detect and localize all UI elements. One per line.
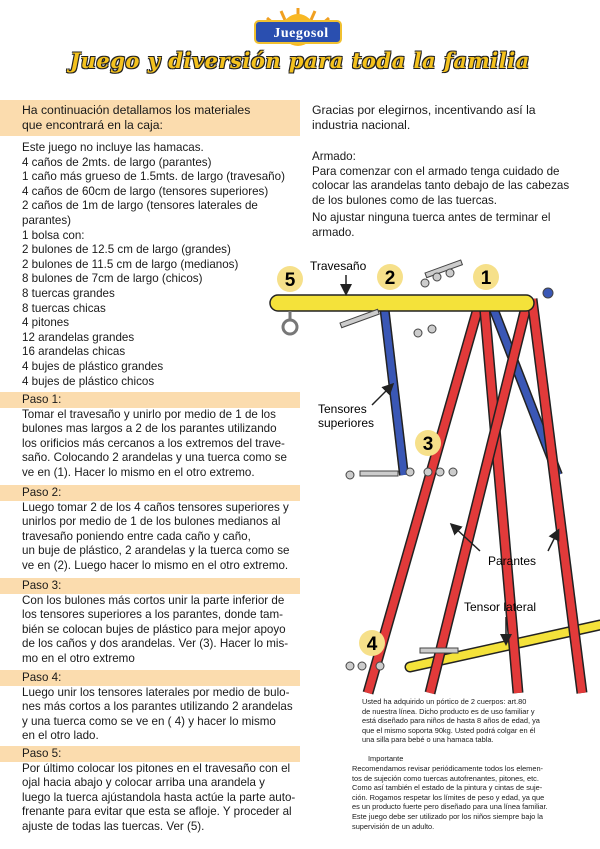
intro-header: Ha continuación detallamos los materiales que encontrará en la caja: bbox=[22, 103, 251, 132]
parantes-arrow-right bbox=[548, 531, 558, 551]
list-item: Este juego no incluye las hamacas. bbox=[22, 141, 204, 154]
svg-text:3: 3 bbox=[422, 434, 434, 455]
list-item: 2 bulones de 11.5 cm de largo (medianos) bbox=[22, 257, 239, 271]
step-3: Paso 3: Con los bulones más cortos unir la parte inferior de los tensores superiores a los parantes, donde tam- bién se colocan bujes de plástico para mejor apoyo de los caños y dos arandelas. Ver (3). Hacer lo mis- mo en el otro extremo bbox=[22, 579, 289, 665]
marker-4 bbox=[359, 630, 385, 656]
brand-name: Juegosol bbox=[273, 26, 329, 41]
marker-3 bbox=[415, 430, 441, 456]
step-4: Paso 4: Luego unir los tensores laterales por medio de bulo- nes más cortos a los parantes utilizando 2 arandelas y una tuerca como se ve en ( 4) y hacer lo mismo en el otro lado. bbox=[22, 671, 293, 743]
tensores-arrow bbox=[372, 385, 392, 405]
materials-list bbox=[22, 141, 285, 389]
list-item: 8 bulones de 7cm de largo (chicos) bbox=[22, 272, 203, 286]
assembly-diagram bbox=[284, 245, 600, 695]
slogan-text: Juego y diversión para toda la familia bbox=[70, 48, 530, 73]
svg-text:2: 2 bbox=[384, 268, 396, 289]
label-travesano: Travesaño bbox=[310, 259, 367, 273]
step-title: Paso 1: bbox=[22, 393, 62, 406]
armado-section: Armado: Para comenzar con el armado tenga cuidado de colocar las arandelas tanto debajo de las cabezas de los bulones como de las tuercas. bbox=[312, 150, 570, 207]
label-tensores-2: superiores bbox=[318, 416, 375, 430]
list-item: 8 tuercas grandes bbox=[22, 286, 115, 300]
list-item: parantes) bbox=[22, 213, 71, 227]
step-1: Paso 1: Tomar el travesaño y unirlo por medio de 1 de los bulones mas largos a 2 de los parantes utilizando los orificios más cercanos a los extremos del trave- saño. Colocando 2 arandelas y una tuerca como se ve en (1). Hacer lo mismo en el otro extremo. bbox=[22, 393, 287, 479]
step-title: Paso 3: bbox=[22, 579, 62, 592]
step-2: Paso 2: Luego tomar 2 de los 4 caños tensores superiores y unirlos por medio de 1 de los bulones medianos al travesaño poniendo entre cada caño y caño, un buje de plástico, 2 arandelas y la tuerca como se ve en (2). Luego hacer lo mismo en el otro extremo. bbox=[22, 486, 290, 572]
list-item: 8 tuercas chicas bbox=[22, 301, 106, 315]
label-tensor-lateral: Tensor lateral bbox=[464, 600, 537, 614]
svg-text:4: 4 bbox=[366, 634, 378, 655]
list-item: 2 bulones de 12.5 cm de largo (grandes) bbox=[22, 243, 231, 257]
marker-1 bbox=[473, 264, 499, 290]
list-item: 4 caños de 60cm de largo (tensores superiores) bbox=[22, 184, 269, 198]
svg-text:1: 1 bbox=[480, 268, 492, 289]
label-parantes: Parantes bbox=[488, 554, 537, 568]
important-title: Importante bbox=[368, 754, 404, 763]
list-item: 12 arandelas grandes bbox=[22, 330, 135, 344]
list-item: 4 bujes de plástico chicos bbox=[22, 374, 155, 388]
piton-icon bbox=[283, 311, 297, 334]
list-item: 4 bujes de plástico grandes bbox=[22, 359, 164, 373]
list-item: 4 pitones bbox=[22, 316, 70, 330]
label-tensores-1: Tensores bbox=[318, 402, 367, 416]
step-title: Paso 4: bbox=[22, 671, 62, 684]
armado-warning: No ajustar ninguna tuerca antes de terminar el armado. bbox=[312, 211, 551, 239]
important-text: Recomendamos revisar periódicamente todos los elemen- tos de sujeción como tuercas autofrenantes, pitones, etc. Como así también el estado de la pintura y cintas de suje- ción. Rogamos respetar los límites de peso y edad, ya que es un producto fuerte pero diseñado para una línea familiar. Este juego debe ser utilizado por los niños siempre bajo la supervisión de un adulto. bbox=[352, 764, 548, 831]
list-item: 1 bolsa con: bbox=[22, 228, 85, 242]
slogan bbox=[0, 46, 600, 76]
svg-text:5: 5 bbox=[284, 270, 296, 291]
marker-2 bbox=[377, 264, 403, 290]
step-5: Paso 5: Por último colocar los pitones en el travesaño con el ojal hacia abajo y colocar arriba una arandela y luego la tuerca ajústandola hasta actúe la parte auto- frenante para evitar que esta se afloje. Y proceder al ajuste de todas las tuercas. Ver (5). bbox=[22, 747, 296, 833]
travesano-bar bbox=[270, 295, 534, 311]
thanks-text: Gracias por elegirnos, incentivando así la industria nacional. bbox=[312, 103, 536, 132]
list-item: 4 caños de 2mts. de largo (parantes) bbox=[22, 155, 212, 169]
step-title: Paso 5: bbox=[22, 747, 62, 760]
list-item: 16 arandelas chicas bbox=[22, 345, 126, 359]
marker-5 bbox=[277, 266, 303, 292]
product-info: Usted ha adquirido un pórtico de 2 cuerpos: art.80 de nuestra línea. Dicho producto es de uso familiar y está diseñado para niños de hasta 8 años de edad, ya que el mismo soporta 90kg. Usted podrá colgar en él una silla para bebé o una hamaca tabla. bbox=[362, 697, 540, 745]
step-title: Paso 2: bbox=[22, 486, 62, 499]
list-item: 1 caño más grueso de 1.5mts. de largo (travesaño) bbox=[22, 170, 285, 184]
list-item: 2 caños de 1m de largo (tensores laterales de bbox=[22, 199, 258, 213]
armado-title: Armado: bbox=[312, 150, 356, 163]
